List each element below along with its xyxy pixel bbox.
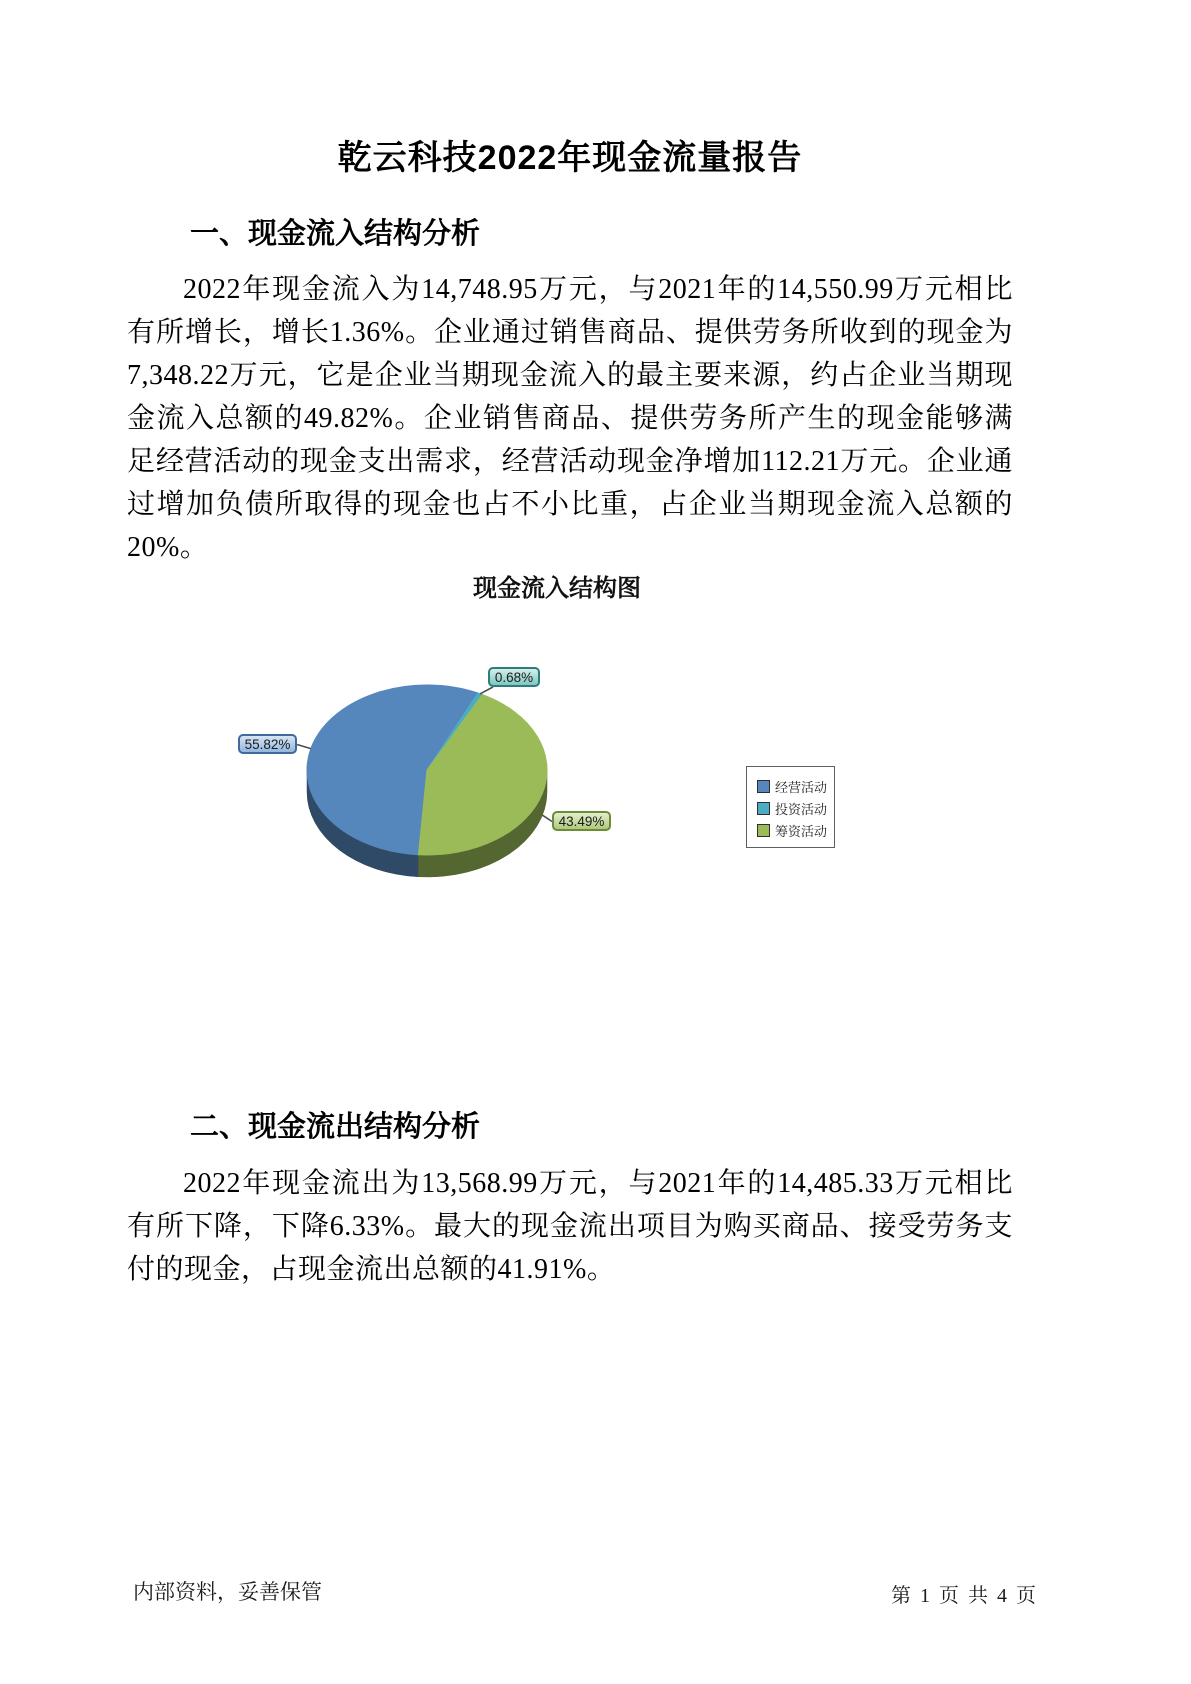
legend-item-investing [757,797,830,819]
section1-heading: 一、现金流入结构分析 [190,218,481,250]
legend-item-operating [757,775,830,797]
legend-label-financing: 筹资活动 [775,823,828,839]
section1-paragraph: 2022年现金流入为14,748.95万元，与2021年的14,550.99万元相比有所增长，增长1.36%。企业通过销售商品、提供劳务所收到的现金为7,348.22万元，它是企业当期现金流入的最主要来源，约占企业当期现金流入总额的49.82%。企业销售商品、提供劳务所产生的现金能够满足经营活动的现金支出需求，经营活动现金净增加112.21万元。企业通过增加负债所取得的现金也占不小比重，占企业当期现金流入总额的20%。 [127,274,1013,563]
section2-paragraph: 2022年现金流出为13,568.99万元，与2021年的14,485.33万元相比有所下降，下降6.33%。最大的现金流出项目为购买商品、接受劳务支付的现金，占现金流出总额的41.91%。 [127,1168,1013,1285]
legend-label-operating: 经营活动 [775,779,828,795]
page-number: 第 1 页 共 4 页 [891,1585,1038,1607]
pie-label-financing: 43.49% [552,811,611,831]
cash-inflow-chart [157,556,957,896]
chart-legend [746,766,835,848]
legend-swatch-financing [757,824,770,837]
legend-label-investing: 投资活动 [775,801,828,817]
legend-swatch-operating [757,780,770,793]
legend-item-financing [757,819,830,841]
legend-swatch-investing [757,802,770,815]
pie-label-investing: 0.68% [488,667,540,687]
section2-heading: 二、现金流出结构分析 [190,1111,481,1143]
pie-chart-3d [157,556,957,896]
footer-note: 内部资料，妥善保管 [133,1580,322,1604]
chart-title: 现金流入结构图 [473,575,641,602]
document-title: 乾云科技2022年现金流量报告 [337,139,803,177]
pie-label-operating: 55.82% [238,734,297,754]
